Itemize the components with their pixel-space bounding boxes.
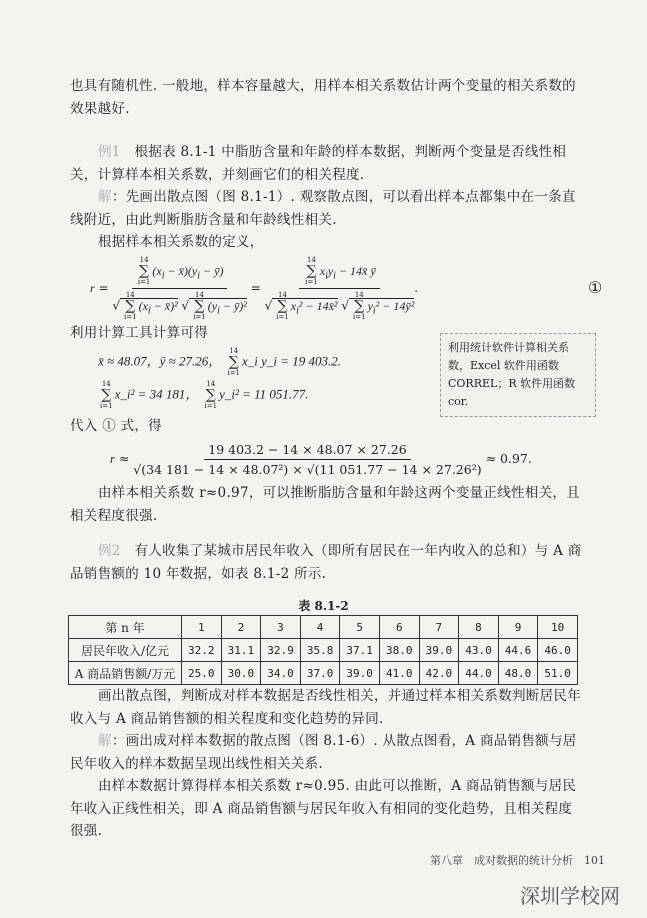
cell: 30.0 (221, 662, 261, 685)
cell: 5 (340, 616, 380, 639)
sum-xy: x_i y_i = 19 403.2. (242, 353, 342, 369)
example-2-task: 画出散点图，判断成对样本数据是否线性相关，并通过样本相关系数判断居民年收入与 A 商品销售额的相关程度和变化趋势的异同. (70, 688, 581, 727)
denominator: √(34 181 − 14 × 48.07²) × √(11 051.77 − 14 × 27.26²) (133, 462, 482, 477)
cell: 37.0 (300, 662, 340, 685)
means: x̄ ≈ 48.07，ȳ ≈ 27.26， (98, 353, 222, 369)
example-2-solution (70, 730, 585, 775)
cell: 3 (261, 616, 301, 639)
cell: 44.6 (498, 639, 538, 662)
cell: 8 (459, 616, 499, 639)
cell: 39.0 (419, 639, 459, 662)
table-row (69, 639, 578, 662)
mean-values: x̄ ≈ 48.07，ȳ ≈ 27.26， 14 ∑ i=1 x_i y_i = 19 403.2. (98, 347, 342, 377)
cell: 41.0 (379, 662, 419, 685)
cell: 42.0 (419, 662, 459, 685)
example-label: 例2 (98, 543, 121, 559)
watermark: 深圳学校网 (520, 884, 620, 908)
definition-text: 根据样本相关系数的定义， (98, 234, 264, 250)
table-row (69, 616, 578, 639)
row-header: 第 n 年 (69, 616, 182, 639)
cell: 1 (182, 616, 222, 639)
cell: 31.1 (221, 639, 261, 662)
calc-intro: 利用计算工具计算可得 (70, 325, 208, 341)
example-1-conclusion: 由样本相关系数 r≈0.97，可以推断脂肪含量和年龄这两个变量正线性相关，且相关程度很强. (70, 485, 581, 524)
example-2-conclusion: 由样本数据计算得样本相关系数 r≈0.95. 由此可以推断，A 商品销售额与居民年收入正线性相关，即 A 商品销售额与居民年收入有相同的变化趋势，且相关程度很强. (70, 778, 577, 839)
cell: 6 (379, 616, 419, 639)
example-1-solution (70, 186, 585, 231)
cell: 39.0 (340, 662, 380, 685)
numerator: 19 403.2 − 14 × 48.07 × 27.26 (204, 442, 410, 460)
cell: 2 (221, 616, 261, 639)
sum-y2: y_i² = 11 051.77. (219, 386, 309, 402)
equation-marker: ① (588, 278, 603, 297)
row-header: A 商品销售额/万元 (69, 662, 182, 685)
cell: 35.8 (300, 639, 340, 662)
cell: 34.0 (261, 662, 301, 685)
correlation-formula: r = 14 ∑ i=1 ($x_i$ − $x̄)(y_i$ − ȳ) √ 14 ∑ i=1 ($x_i$ − x̄)² √ 14 ∑ i=1 ($y_i$ − ȳ)² = 14 ∑ i=1 $x_iy_i$ − 14x̄ ȳ √ 14 ∑ i=1 $x_i^2$ − 14x̄² √ 14 ∑ i=1 $y_i^2$ − 14ȳ² . (90, 256, 419, 321)
cell: 38.0 (379, 639, 419, 662)
solution-label: 解 (98, 733, 112, 749)
example-1-question (70, 141, 585, 186)
question-text: 有人收集了某城市居民年收入（即所有居民在一年内收入的总和）与 A 商品销售额的 10 年数据，如表 8.1-2 所示. (70, 543, 582, 582)
cell: 32.9 (261, 639, 301, 662)
cell: 32.2 (182, 639, 222, 662)
cell: 4 (300, 616, 340, 639)
cell: 25.0 (182, 662, 222, 685)
table-caption: 表 8.1-2 (298, 599, 349, 613)
row-header: 居民年收入/亿元 (69, 639, 182, 662)
substitute-text: 代入 ① 式，得 (70, 418, 162, 434)
sum-x2: x_i² = 34 181， (114, 386, 199, 402)
cell: 10 (538, 616, 578, 639)
solution-text: ：先画出散点图（图 8.1-1）. 观察散点图，可以看出样本点都集中在一条直线附近，由此判断脂肪含量和年龄线性相关. (70, 189, 576, 228)
question-text: 根据表 8.1-1 中脂肪含量和年龄的样本数据，判断两个变量是否线性相关，计算样本相关系数，并刻画它们的相关程度. (70, 144, 567, 183)
result-formula: r ≈ $\frac{19 403.2 - 14 \times 48.07 \times 27.26}{\text{√(34 181 − 14 × 48.07²) × √(11 051.77 − 14 × 27.26²)}}$ ≈ 0.97. (110, 442, 532, 477)
page-footer: 第八章 成对数据的统计分析 101 (430, 854, 605, 867)
cell: 46.0 (538, 639, 578, 662)
side-note: 利用统计软件计算相关系数，Excel 软件用函数 CORREL；R 软件用函数 cor. (440, 333, 596, 417)
solution-text: ：画出成对样本数据的散点图（图 8.1-6）. 从散点图看，A 商品销售额与居民年收入的样本数据呈现出线性相关关系. (70, 733, 577, 772)
result-value: ≈ 0.97. (485, 451, 532, 466)
cell: 48.0 (498, 662, 538, 685)
cell: 37.1 (340, 639, 380, 662)
table-row (69, 662, 578, 685)
cell: 9 (498, 616, 538, 639)
solution-label: 解 (98, 189, 112, 205)
cell: 7 (419, 616, 459, 639)
intro-paragraph: 也具有随机性. 一般地，样本容量越大，用样本相关系数估计两个变量的相关系数的效果越好. (70, 78, 576, 117)
square-sums: 14 ∑ i=1 x_i² = 34 181， 14 ∑ i=1 y_i² = 11 051.77. (100, 380, 309, 410)
cell: 43.0 (459, 639, 499, 662)
example-label: 例1 (98, 144, 121, 160)
cell: 51.0 (538, 662, 578, 685)
cell: 44.0 (459, 662, 499, 685)
data-table (68, 615, 578, 685)
example-2-question (70, 540, 585, 585)
